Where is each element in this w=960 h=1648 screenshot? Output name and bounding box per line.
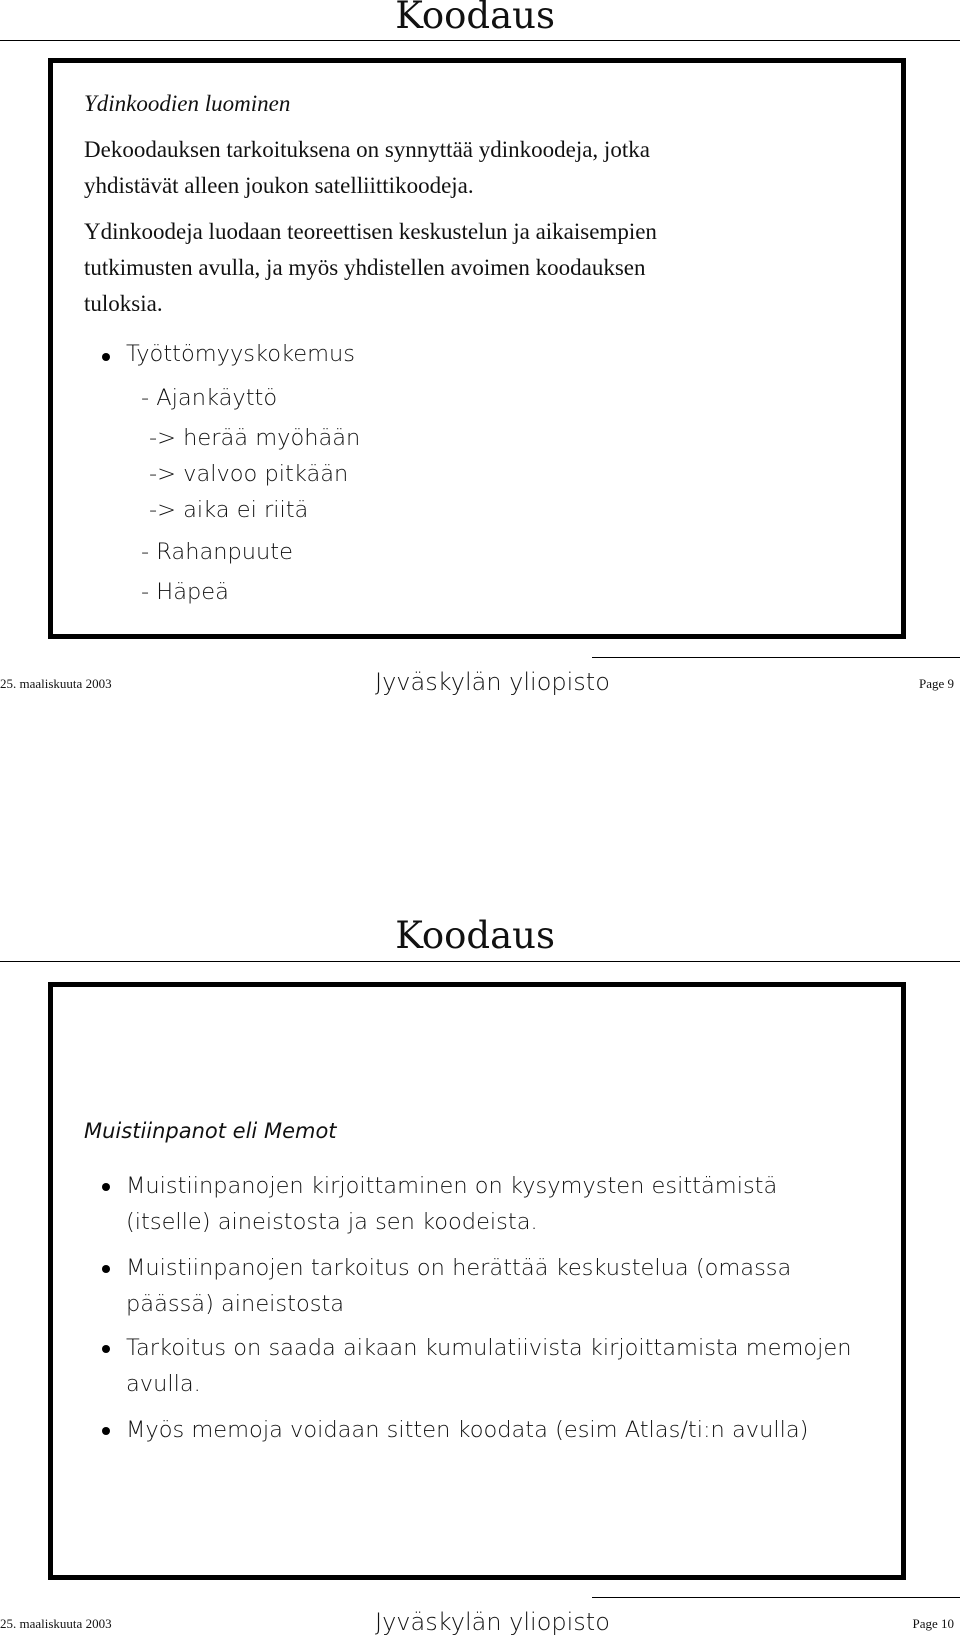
slide-title: Koodaus [395,0,555,37]
footer-date: 25. maaliskuuta 2003 [0,1616,112,1631]
slide-footer [0,1608,960,1638]
sub-item: - Häpeä [141,579,229,605]
bullet-text: Tarkoitus on saada aikaan kumulatiivista kirjoittamista memojen [126,1335,852,1361]
bullet-text: Työttömyyskokemus [126,341,355,367]
paragraph-line: Ydinkoodeja luodaan teoreettisen keskustelun ja aikaisempien [84,219,657,244]
slide-footer [0,668,960,698]
sub-item: -> valvoo pitkään [149,461,349,487]
bullet-text: Muistiinpanojen tarkoitus on herättää keskustelua (omassa [126,1255,792,1281]
paragraph-line: yhdistävät alleen joukon satelliittikoodeja. [84,173,474,198]
footer-rule [592,657,960,658]
bullet-icon [102,1265,110,1273]
content-box [48,58,906,639]
bullet-icon [102,1427,110,1435]
footer-rule [592,1597,960,1598]
sub-item: - Ajankäyttö [141,385,278,411]
bullet-icon [102,1183,110,1191]
footer-page: Page 10 [912,1616,954,1631]
footer-date: 25. maaliskuuta 2003 [0,676,112,691]
sub-item: -> aika ei riitä [149,497,309,523]
bullet-text: Muistiinpanojen kirjoittaminen on kysymysten esittämistä [126,1173,778,1199]
bullet-icon [102,1345,110,1353]
content-box [48,982,906,1580]
section-heading: Ydinkoodien luominen [84,91,291,116]
footer-page: Page 9 [918,676,954,691]
sub-item: - Rahanpuute [141,539,293,565]
paragraph-line: tuloksia. [84,291,163,316]
paragraph-line: Dekoodauksen tarkoituksena on synnyttää ydinkoodeja, jotka [84,137,650,162]
slide-10 [0,824,960,1648]
bullet-icon [102,353,110,361]
sub-item: -> herää myöhään [149,425,361,451]
paragraph-line: tutkimusten avulla, ja myös yhdistellen avoimen koodauksen [84,255,646,280]
bullet-text: päässä) aineistosta [126,1291,345,1317]
bullet-text: Myös memoja voidaan sitten koodata (esim Atlas/ti:n avulla) [126,1417,809,1443]
footer-university: Jyväskylän yliopisto [375,668,610,696]
section-heading: Muistiinpanot eli Memot [84,1119,337,1143]
slide-title: Koodaus [395,914,555,957]
footer-university: Jyväskylän yliopisto [375,1608,610,1636]
bullet-text: avulla. [126,1371,201,1397]
title-rule [0,40,960,41]
bullet-text: (itselle) aineistosta ja sen koodeista. [126,1209,538,1235]
title-rule [0,961,960,962]
